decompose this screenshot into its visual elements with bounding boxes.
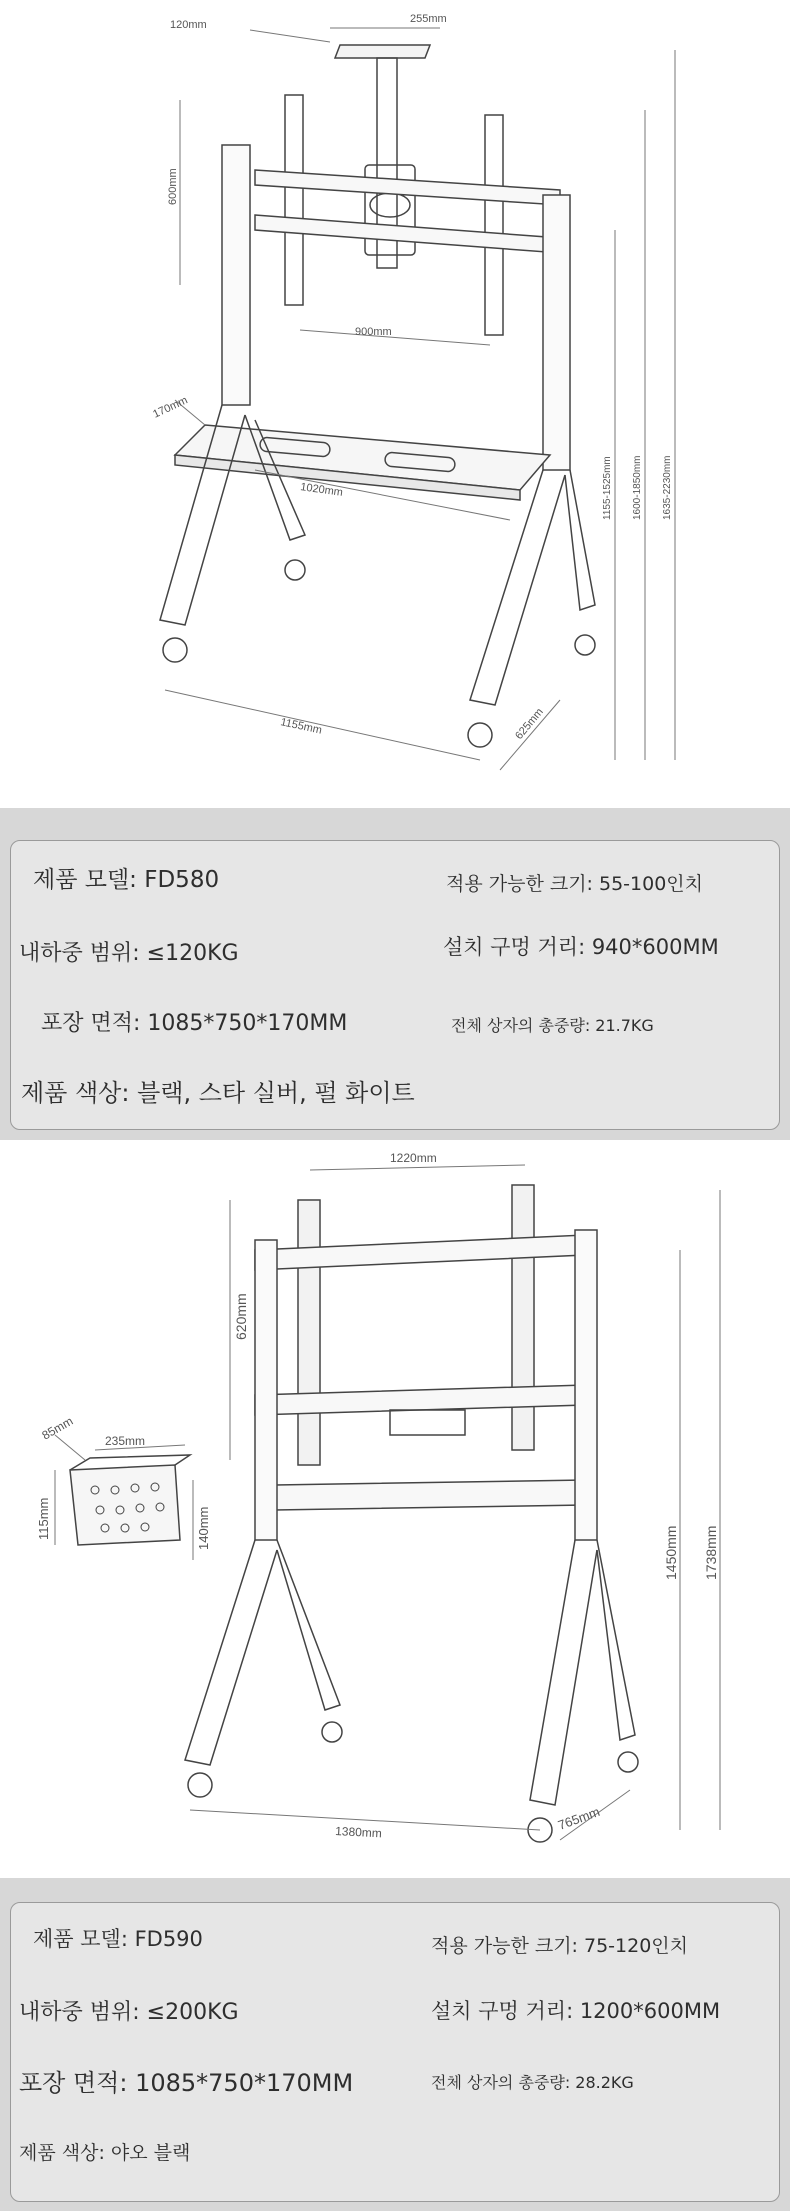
spec-card-fd590 xyxy=(10,1902,780,2202)
spec-hole-distance: 설치 구멍 거리: 940*600MM xyxy=(443,935,719,959)
dim-base-width: 1155mm xyxy=(279,716,323,737)
dim2-base-depth: 765mm xyxy=(555,1803,602,1833)
dim2-height-1: 1450mm xyxy=(663,1525,679,1580)
dim2-rail-width: 1220mm xyxy=(390,1151,437,1165)
dim2-height-2: 1738mm xyxy=(703,1525,719,1580)
spec-total-weight: 전체 상자의 총중량: 21.7KG xyxy=(451,1016,654,1035)
dim-height-range-2: 1600-1850mm xyxy=(632,455,643,520)
dim-base-depth: 625mm xyxy=(513,706,546,742)
spec-card-fd580 xyxy=(10,840,780,1130)
spec-screen-size: 적용 가능한 크기: 55-100인치 xyxy=(446,873,704,895)
spec2-model: 제품 모델: FD590 xyxy=(33,1927,203,1951)
dim2-basket-height: 115mm xyxy=(36,1497,51,1540)
spec2-hole-distance: 설치 구멍 거리: 1200*600MM xyxy=(431,1999,721,2023)
spec2-load-range: 내하중 범위: ≤200KG xyxy=(19,2000,239,2025)
spec-model: 제품 모델: FD580 xyxy=(33,867,220,893)
dim-shelf-width: 1020mm xyxy=(299,481,344,499)
dim2-vesa-height: 620mm xyxy=(233,1293,249,1340)
spec2-screen-size: 적용 가능한 크기: 75-120인치 xyxy=(431,1935,689,1957)
spec-load-range: 내하중 범위: ≤120KG xyxy=(19,941,239,966)
spec-package-size: 포장 면적: 1085*750*170MM xyxy=(41,1011,348,1036)
dim-height-range-3: 1635-2230mm xyxy=(662,455,673,520)
dim-vesa-height: 600mm xyxy=(167,168,179,205)
dim-shelf-depth: 170mm xyxy=(151,394,190,421)
spec-color: 제품 색상: 블랙, 스타 실버, 펄 화이트 xyxy=(21,1079,415,1107)
spec2-package-size: 포장 면적: 1085*750*170MM xyxy=(19,2069,354,2097)
spec2-color: 제품 색상: 야오 블랙 xyxy=(19,2142,191,2164)
dim2-basket-depth: 85mm xyxy=(39,1413,76,1443)
dim-top-bracket-width: 255mm xyxy=(410,13,447,25)
dim-height-range-1: 1155-1525mm xyxy=(602,456,613,520)
dim-top-bracket-depth: 120mm xyxy=(170,19,207,31)
dim2-base-width: 1380mm xyxy=(334,1824,383,1841)
spec2-total-weight: 전체 상자의 총중량: 28.2KG xyxy=(431,2073,634,2092)
dim-rail-width: 900mm xyxy=(355,326,392,338)
dim2-basket-width: 235mm xyxy=(105,1434,146,1448)
fd590-diagram xyxy=(0,1140,790,1880)
fd580-diagram xyxy=(0,0,790,810)
dim2-basket-mount: 140mm xyxy=(196,1506,211,1550)
